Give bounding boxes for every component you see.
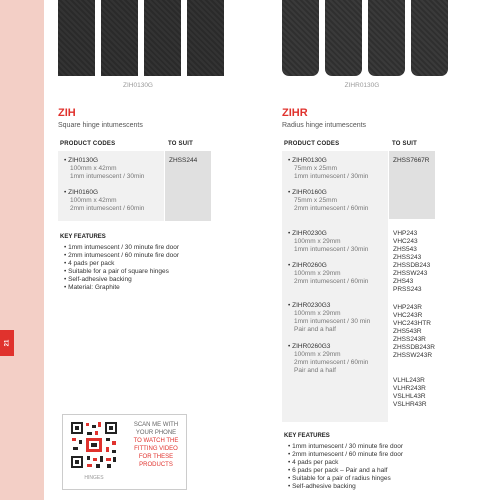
product-item: • ZIHR0160G 75mm x 25mm 2mm intumescent / 60min <box>288 189 369 212</box>
suit-value: ZHSS7667R <box>393 157 430 164</box>
product-title: ZIHR <box>282 107 308 119</box>
suit-list: VHP243 VHC243 ZHS543 ZHSS243 ZHSSDB243 ZHSSW243 ZHS43 PRSS243 <box>393 230 431 293</box>
intumescent-strip <box>282 0 319 76</box>
intumescent-strip <box>144 0 181 76</box>
image-caption: ZIHR0130G <box>344 82 380 89</box>
features-title: KEY FEATURES <box>60 234 106 240</box>
intumescent-strip <box>187 0 224 76</box>
qr-instructions: SCAN ME WITH YOUR PHONE TO WATCH THE FITTING VIDEO FOR THESE PRODUCTS <box>133 422 179 468</box>
col-header-suit: TO SUIT <box>168 141 193 147</box>
product-image-zih <box>58 0 224 76</box>
product-item: • ZIH0160G 100mm x 42mm 2mm intumescent / 60min <box>64 189 145 212</box>
product-subtitle: Radius hinge intumescents <box>282 122 367 129</box>
product-item: • ZIH0130G 100mm x 42mm 1mm intumescent / 30min <box>64 157 145 180</box>
product-item: • ZIHR0260G3 100mm x 29mm 2mm intumescent / 60min Pair and a half <box>288 343 369 374</box>
product-item: • ZIHR0260G 100mm x 29mm 2mm intumescent / 60min <box>288 262 369 285</box>
intumescent-strip <box>411 0 448 76</box>
col-header-suit: TO SUIT <box>392 141 417 147</box>
page-number-tab: 21 <box>0 330 14 356</box>
image-caption: ZIH0130G <box>123 82 153 89</box>
product-image-zihr <box>282 0 448 76</box>
product-subtitle: Square hinge intumescents <box>58 122 143 129</box>
intumescent-strip <box>101 0 138 76</box>
col-header-codes: PRODUCT CODES <box>284 141 340 147</box>
suit-list: VLHL243R VLHR243R VSLHL43R VSLHR43R <box>393 377 427 408</box>
qr-callout <box>62 414 187 490</box>
product-item: • ZIHR0230G 100mm x 29mm 1mm intumescent / 30min <box>288 230 369 253</box>
product-title: ZIH <box>58 107 76 119</box>
suit-list: VHP243R VHC243R VHC243HTR ZHS543R ZHSS243R ZHSSDB243R ZHSSW243R <box>393 304 435 359</box>
side-band <box>0 0 44 500</box>
features-title: KEY FEATURES <box>284 433 330 439</box>
product-item: • ZIHR0230G3 100mm x 29mm 1mm intumescent / 30 min Pair and a half <box>288 302 371 333</box>
product-item: • ZIHR0130G 75mm x 25mm 1mm intumescent / 30min <box>288 157 369 180</box>
features-list: • 1mm intumescent / 30 minute fire door • 2mm intumescent / 60 minute fire door • 4 pads per pack • Suitable for a pair of square hinges • Self-adhesive backing • Material: Graphite <box>64 244 180 291</box>
intumescent-strip <box>368 0 405 76</box>
col-header-codes: PRODUCT CODES <box>60 141 116 147</box>
intumescent-strip <box>58 0 95 76</box>
features-list: • 1mm intumescent / 30 minute fire door • 2mm intumescent / 60 minute fire door • 4 pads per pack • 6 pads per pack – Pair and a half • Suitable for a pair of radius hinges • Self-adhesive backing <box>288 443 404 490</box>
intumescent-strip <box>325 0 362 76</box>
suit-value: ZHSS244 <box>169 157 198 164</box>
qr-code-icon[interactable] <box>69 420 119 470</box>
qr-label: HINGES <box>84 475 104 481</box>
